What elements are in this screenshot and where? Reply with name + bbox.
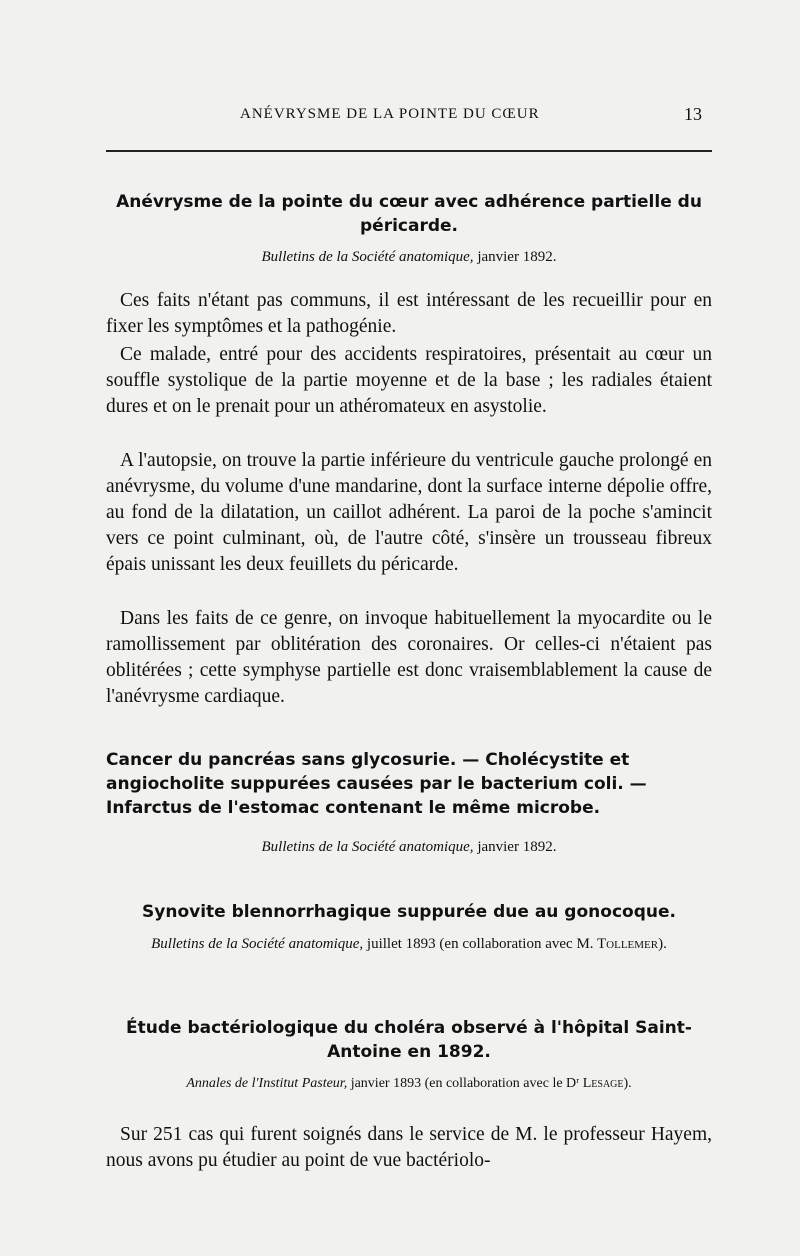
citation-date: janvier 1892. <box>473 839 557 855</box>
citation-date: juillet 1893 (en collaboration avec <box>363 936 577 952</box>
section-title-synovite: Synovite blennorrhagique suppurée due au gonocoque. <box>142 902 676 922</box>
page-number: 13 <box>684 104 702 124</box>
citation-date: janvier 1892. <box>473 249 557 265</box>
running-header-title: ANÉVRYSME DE LA POINTE DU CŒUR <box>240 106 540 122</box>
citation-collaborator: M. Tollemer <box>576 936 659 952</box>
citation-date: janvier 1893 (en collaboration avec le Dʳ <box>347 1076 583 1091</box>
header-rule <box>106 150 712 152</box>
citation-source: Annales de l'Institut Pasteur, <box>186 1076 348 1091</box>
citation-source: Bulletins de la Société anatomique, <box>151 936 364 952</box>
section-title-anevrysme: Anévrysme de la pointe du cœur avec adhérence partielle du péricarde. <box>116 192 702 236</box>
paragraph-cholera: Sur 251 cas qui furent soignés dans le service de M. le professeur Hayem, nous avons pu étudier au point de vue bactériolo- <box>106 1124 712 1171</box>
citation-tail: ). <box>623 1076 632 1091</box>
paragraph-malade: Ce malade, entré pour des accidents respiratoires, présentait au cœur un souffle systolique de la partie moyenne et de la base ; les radiales étaient dures et on le prenait pour un athéromateux en asystolie. <box>106 344 712 417</box>
citation-source: Bulletins de la Société anatomique, <box>261 839 474 855</box>
paragraph-faits: Dans les faits de ce genre, on invoque habituellement la myocardite ou le ramollissement par oblitération des coronaires. Or celles-ci n'étaient pas oblitérées ; cette symphyse partielle est donc vraisemblablement la cause de l'anévrysme cardiaque. <box>106 608 712 707</box>
citation-anevrysme <box>106 246 712 269</box>
citation-collaborator: Lesage <box>582 1076 624 1091</box>
section-title-cholera: Étude bactériologique du choléra observé à l'hôpital Saint-Antoine en 1892. <box>126 1018 692 1062</box>
citation-cholera <box>106 1072 712 1095</box>
section-title-cancer-pancreas: Cancer du pancréas sans glycosurie. — Cholécystite et angiocholite suppurées causées par le bacterium coli. — Infarctus de l'estomac contenant le même microbe. <box>106 750 647 818</box>
citation-synovite <box>106 933 712 956</box>
paragraph-autopsie: A l'autopsie, on trouve la partie inférieure du ventricule gauche prolongé en anévrysme, du volume d'une mandarine, dont la surface interne dépolie offre, au fond de la dilatation, un caillot adhérent. La paroi de la poche s'amincit vers ce point culminant, où, de l'autre côté, s'insère un trousseau fibreux épais unissant les deux feuillets du péricarde. <box>106 450 712 575</box>
citation-tail: ). <box>658 936 667 952</box>
citation-cancer-pancreas <box>106 836 712 859</box>
paragraph-intro: Ces faits n'étant pas communs, il est intéressant de les recueillir pour en fixer les symptômes et la pathogénie. <box>106 290 712 337</box>
citation-source: Bulletins de la Société anatomique, <box>261 249 474 265</box>
